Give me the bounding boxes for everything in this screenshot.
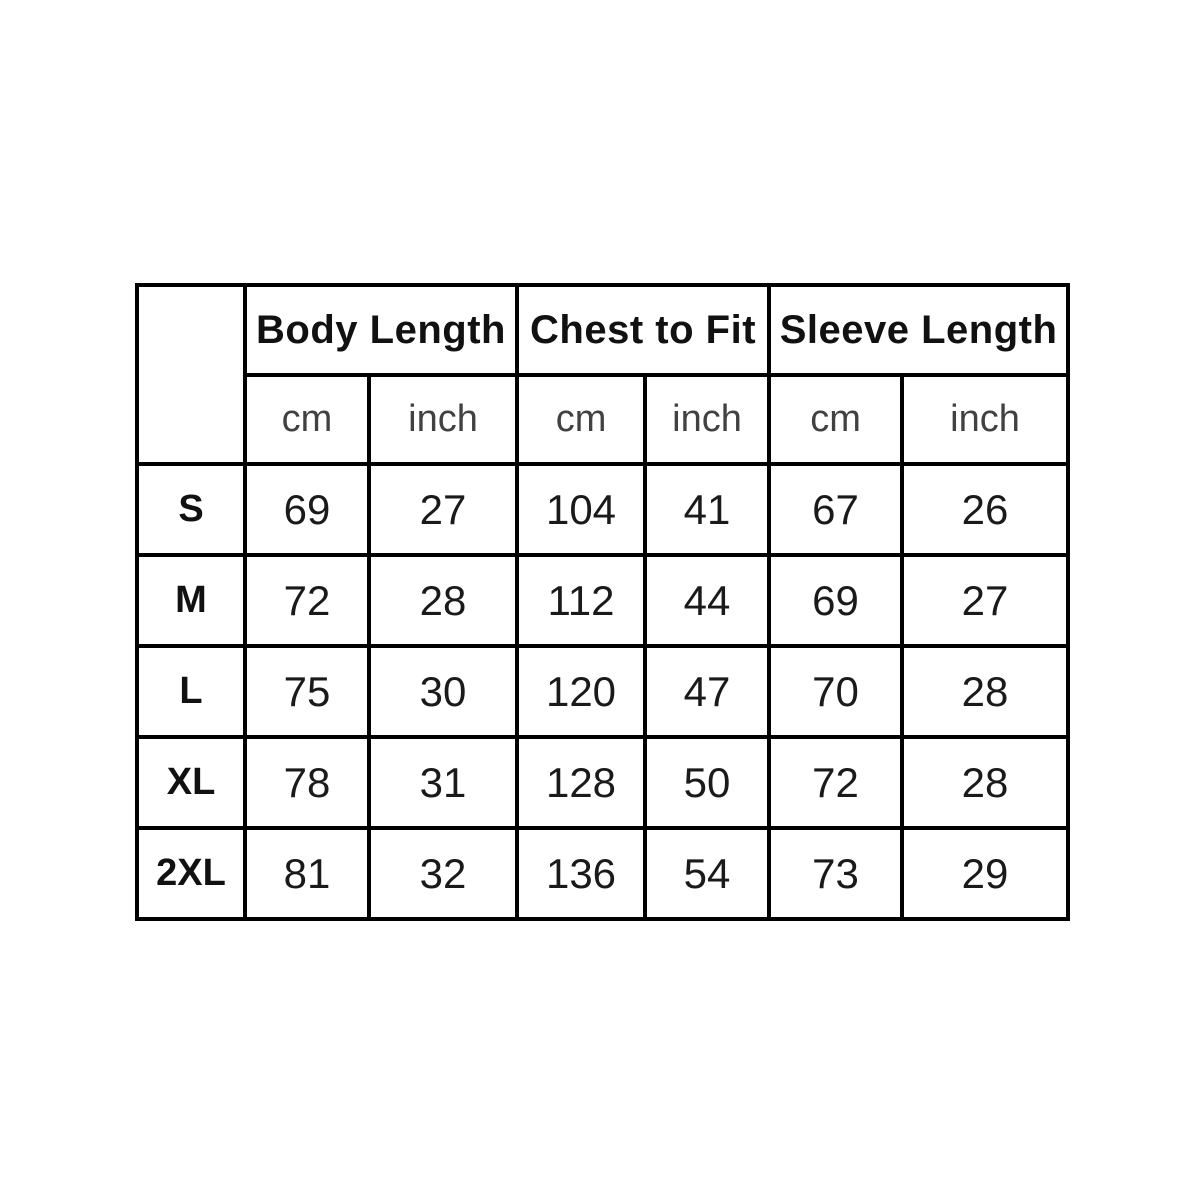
- value-cell: 120: [517, 646, 645, 737]
- table-row-xl: [137, 737, 1068, 828]
- value-cell: 31: [369, 737, 517, 828]
- value-cell: 32: [369, 828, 517, 919]
- value-cell: 69: [245, 464, 369, 555]
- value-cell: 47: [645, 646, 769, 737]
- value-cell: 67: [769, 464, 902, 555]
- value-cell: 41: [645, 464, 769, 555]
- value-cell: 44: [645, 555, 769, 646]
- size-label: XL: [137, 737, 245, 828]
- value-cell: 75: [245, 646, 369, 737]
- value-cell: 72: [769, 737, 902, 828]
- unit-header-cell: cm: [245, 375, 369, 464]
- value-cell: 28: [902, 737, 1068, 828]
- group-header-body-length: Body Length: [245, 285, 517, 375]
- value-cell: 54: [645, 828, 769, 919]
- value-cell: 78: [245, 737, 369, 828]
- size-label: 2XL: [137, 828, 245, 919]
- unit-header-cell: cm: [517, 375, 645, 464]
- table-row-l: [137, 646, 1068, 737]
- value-cell: 70: [769, 646, 902, 737]
- value-cell: 28: [902, 646, 1068, 737]
- value-cell: 28: [369, 555, 517, 646]
- table-row-s: [137, 464, 1068, 555]
- corner-spacer: [137, 285, 245, 464]
- unit-header-cell: cm: [769, 375, 902, 464]
- size-label: M: [137, 555, 245, 646]
- value-cell: 128: [517, 737, 645, 828]
- size-label: S: [137, 464, 245, 555]
- value-cell: 30: [369, 646, 517, 737]
- value-cell: 73: [769, 828, 902, 919]
- unit-header-row: [137, 375, 1068, 464]
- unit-header-cell: inch: [645, 375, 769, 464]
- value-cell: 81: [245, 828, 369, 919]
- value-cell: 26: [902, 464, 1068, 555]
- value-cell: 27: [902, 555, 1068, 646]
- group-header-row: [137, 285, 1068, 375]
- value-cell: 27: [369, 464, 517, 555]
- table-row-2xl: [137, 828, 1068, 919]
- value-cell: 69: [769, 555, 902, 646]
- value-cell: 104: [517, 464, 645, 555]
- table-row-m: [137, 555, 1068, 646]
- value-cell: 112: [517, 555, 645, 646]
- unit-header-cell: inch: [902, 375, 1068, 464]
- value-cell: 50: [645, 737, 769, 828]
- group-header-chest-to-fit: Chest to Fit: [517, 285, 769, 375]
- unit-header-cell: inch: [369, 375, 517, 464]
- value-cell: 29: [902, 828, 1068, 919]
- value-cell: 136: [517, 828, 645, 919]
- size-label: L: [137, 646, 245, 737]
- size-chart-table: [135, 283, 1070, 921]
- group-header-sleeve-length: Sleeve Length: [769, 285, 1068, 375]
- value-cell: 72: [245, 555, 369, 646]
